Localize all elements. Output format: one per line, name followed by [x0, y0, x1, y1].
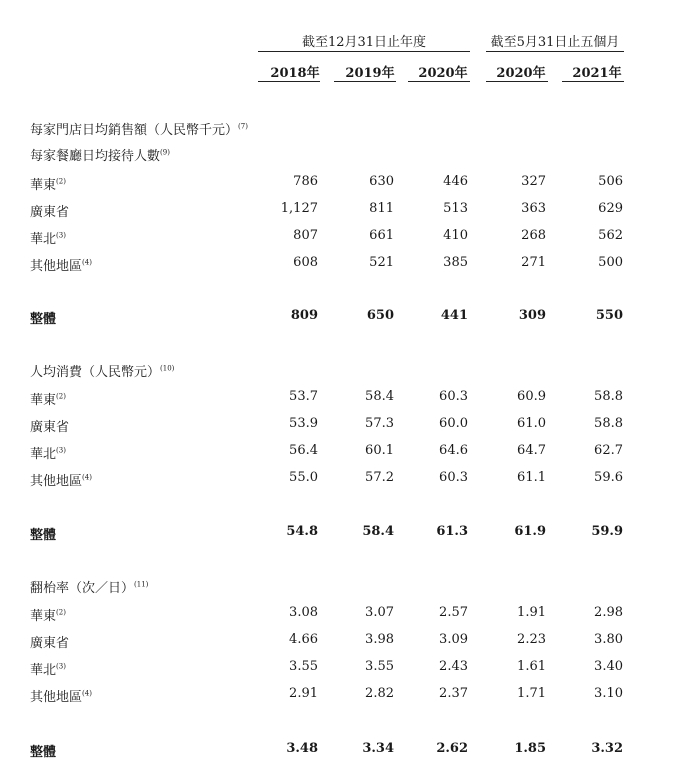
- value-s3-guangdong-2021m: 3.80: [594, 632, 623, 647]
- year-header-2020-five-months: 2020年: [496, 66, 546, 81]
- value-s3-east-2021m: 2.98: [594, 605, 623, 620]
- value-s3-total-2020: 2.62: [436, 741, 468, 756]
- section-title-daily-guests: 每家餐廳日均接待人數$^{(9)}$: [30, 148, 170, 164]
- year-rule-2019: [334, 81, 396, 82]
- value-s3-guangdong-2020m: 2.23: [517, 632, 546, 647]
- value-s2-other-2021m: 59.6: [594, 470, 623, 485]
- value-s3-north-2020m: 1.61: [517, 659, 546, 674]
- value-s3-other-2020m: 1.71: [517, 686, 546, 701]
- section-title-avg-spending: 人均消費（人民幣元）$^{(10)}$: [30, 364, 175, 380]
- value-s3-other-2018: 2.91: [289, 686, 318, 701]
- year-header-2021-five-months: 2021年: [572, 66, 622, 81]
- header-group-fiscal-years-rule: [258, 51, 470, 52]
- value-s2-guangdong-2020m: 61.0: [517, 416, 546, 431]
- header-group-fiscal-years: 截至12月31日止年度: [301, 35, 427, 50]
- value-s2-north-2021m: 62.7: [594, 443, 623, 458]
- value-s2-north-2020: 64.6: [439, 443, 468, 458]
- value-s2-east-2019: 58.4: [365, 389, 394, 404]
- row-label-east: 華東$^{(2)}$: [30, 177, 66, 193]
- value-s3-other-2019: 2.82: [365, 686, 394, 701]
- header-group-five-months: 截至5月31日止五個月: [490, 35, 620, 50]
- value-s3-east-2020m: 1.91: [517, 605, 546, 620]
- section-title-daily-sales: 每家門店日均銷售額（人民幣千元）$^{(7)}$: [30, 122, 248, 138]
- value-s3-east-2018: 3.08: [289, 605, 318, 620]
- value-s1-guangdong-2020m: 363: [521, 201, 546, 216]
- value-s1-east-2018: 786: [293, 174, 318, 189]
- value-s2-other-2020: 60.3: [439, 470, 468, 485]
- value-s2-total-2020: 61.3: [436, 524, 468, 539]
- header-group-five-months-rule: [486, 51, 624, 52]
- year-header-2018: 2018年: [270, 66, 320, 81]
- value-s1-east-2019: 630: [369, 174, 394, 189]
- value-s1-east-2020: 446: [443, 174, 468, 189]
- row-label-north: 華北$^{(3)}$: [30, 446, 66, 462]
- value-s1-total-2019: 650: [366, 308, 394, 323]
- value-s1-guangdong-2019: 811: [369, 201, 394, 216]
- value-s2-east-2018: 53.7: [289, 389, 318, 404]
- value-s1-other-2018: 608: [293, 255, 318, 270]
- value-s3-total-2019: 3.34: [362, 741, 394, 756]
- row-label-other: 其他地區$^{(4)}$: [30, 689, 92, 705]
- value-s1-north-2018: 807: [293, 228, 318, 243]
- year-rule-2021-five-months: [562, 81, 624, 82]
- row-label-north: 華北$^{(3)}$: [30, 662, 66, 678]
- value-s3-east-2020: 2.57: [439, 605, 468, 620]
- value-s3-north-2018: 3.55: [289, 659, 318, 674]
- value-s1-total-2018: 809: [290, 308, 318, 323]
- value-s2-guangdong-2019: 57.3: [365, 416, 394, 431]
- value-s1-guangdong-2021m: 629: [598, 201, 623, 216]
- value-s1-other-2020m: 271: [521, 255, 546, 270]
- value-s1-total-2020: 441: [440, 308, 468, 323]
- year-rule-2020-five-months: [486, 81, 548, 82]
- value-s3-total-2021m: 3.32: [591, 741, 623, 756]
- value-s1-other-2020: 385: [443, 255, 468, 270]
- value-s2-guangdong-2018: 53.9: [289, 416, 318, 431]
- value-s1-north-2019: 661: [369, 228, 394, 243]
- value-s3-east-2019: 3.07: [365, 605, 394, 620]
- value-s3-guangdong-2018: 4.66: [289, 632, 318, 647]
- value-s1-other-2021m: 500: [598, 255, 623, 270]
- value-s1-north-2020: 410: [443, 228, 468, 243]
- value-s1-guangdong-2020: 513: [443, 201, 468, 216]
- row-label-east: 華東$^{(2)}$: [30, 392, 66, 408]
- value-s3-other-2020: 2.37: [439, 686, 468, 701]
- value-s1-other-2019: 521: [369, 255, 394, 270]
- value-s1-east-2020m: 327: [521, 174, 546, 189]
- year-header-2020: 2020年: [418, 66, 468, 81]
- value-s2-total-2019: 58.4: [362, 524, 394, 539]
- row-label-total: 整體: [30, 745, 57, 760]
- value-s3-guangdong-2020: 3.09: [439, 632, 468, 647]
- value-s1-north-2020m: 268: [521, 228, 546, 243]
- value-s2-east-2020: 60.3: [439, 389, 468, 404]
- value-s1-guangdong-2018: 1,127: [280, 201, 318, 216]
- row-label-north: 華北$^{(3)}$: [30, 231, 66, 247]
- value-s3-north-2019: 3.55: [365, 659, 394, 674]
- value-s2-north-2020m: 64.7: [517, 443, 546, 458]
- row-label-guangdong: 廣東省: [30, 636, 70, 651]
- value-s2-other-2020m: 61.1: [517, 470, 546, 485]
- row-label-guangdong: 廣東省: [30, 420, 70, 435]
- row-label-other: 其他地區$^{(4)}$: [30, 473, 92, 489]
- value-s2-other-2019: 57.2: [365, 470, 394, 485]
- value-s2-north-2019: 60.1: [365, 443, 394, 458]
- value-s3-total-2020m: 1.85: [514, 741, 546, 756]
- value-s3-other-2021m: 3.10: [594, 686, 623, 701]
- value-s2-total-2018: 54.8: [286, 524, 318, 539]
- value-s3-north-2021m: 3.40: [594, 659, 623, 674]
- year-rule-2018: [258, 81, 320, 82]
- year-header-2019: 2019年: [345, 66, 395, 81]
- value-s2-east-2020m: 60.9: [517, 389, 546, 404]
- year-rule-2020: [408, 81, 470, 82]
- value-s1-north-2021m: 562: [598, 228, 623, 243]
- value-s2-guangdong-2020: 60.0: [439, 416, 468, 431]
- value-s2-guangdong-2021m: 58.8: [594, 416, 623, 431]
- value-s3-guangdong-2019: 3.98: [365, 632, 394, 647]
- row-label-east: 華東$^{(2)}$: [30, 608, 66, 624]
- value-s1-east-2021m: 506: [598, 174, 623, 189]
- value-s2-east-2021m: 58.8: [594, 389, 623, 404]
- value-s2-other-2018: 55.0: [289, 470, 318, 485]
- row-label-other: 其他地區$^{(4)}$: [30, 258, 92, 274]
- value-s1-total-2020m: 309: [518, 308, 546, 323]
- value-s2-total-2020m: 61.9: [514, 524, 546, 539]
- row-label-total: 整體: [30, 312, 57, 327]
- value-s3-north-2020: 2.43: [439, 659, 468, 674]
- row-label-guangdong: 廣東省: [30, 205, 70, 220]
- value-s2-north-2018: 56.4: [289, 443, 318, 458]
- value-s3-total-2018: 3.48: [286, 741, 318, 756]
- section-title-turnover-rate: 翻枱率（次／日）$^{(11)}$: [30, 580, 149, 596]
- value-s2-total-2021m: 59.9: [591, 524, 623, 539]
- row-label-total: 整體: [30, 528, 57, 543]
- value-s1-total-2021m: 550: [595, 308, 623, 323]
